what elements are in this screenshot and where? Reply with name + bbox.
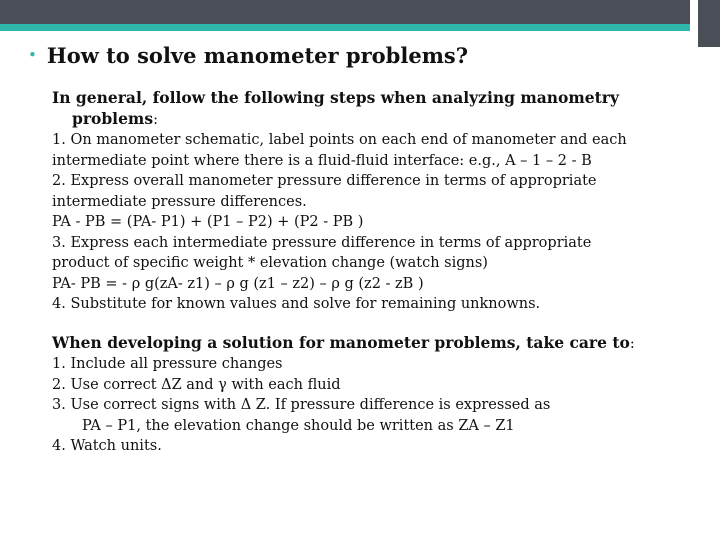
section2-heading-colon: :: [629, 335, 635, 352]
step-2-line-1: 2. Express overall manometer pressure difference in terms of appropriate: [52, 173, 597, 189]
section1-heading-cont: [52, 109, 712, 131]
step-2-line-2: intermediate pressure differences.: [52, 193, 307, 210]
header-corner-block: [698, 0, 720, 47]
header-band: [0, 0, 690, 24]
step-2-equation: PA - PB = (PA- P1) + (P1 – P2) + (P2 - PB ): [52, 214, 364, 230]
care-item-3: 3. Use correct signs with Δ Z. If pressure difference is expressed as: [52, 397, 551, 413]
step-3-line-2: product of specific weight * elevation change (watch signs): [52, 255, 488, 271]
bullet-icon: •: [28, 45, 37, 64]
slide-title: How to solve manometer problems?: [46, 42, 469, 68]
section-gap: [52, 315, 712, 333]
step-3-line-1: 3. Express each intermediate pressure difference in terms of appropriate: [52, 234, 592, 251]
section2-heading-row: [52, 333, 712, 355]
step-3-equation: PA- PB = - ρ g(zA- z1) – ρ g (z1 – z2) – ρ g (z2 - zB ): [52, 275, 424, 292]
step-4-line: 4. Substitute for known values and solve for remaining unknowns.: [52, 296, 541, 312]
step-1-line-1: 1. On manometer schematic, label points on each end of manometer and each: [52, 132, 627, 148]
section1-heading-word: problems: [72, 108, 154, 128]
care-item-1: 1. Include all pressure changes: [52, 356, 283, 372]
section1-heading-colon: :: [153, 111, 158, 128]
title-row: [28, 40, 468, 70]
step-1-line-2: intermediate point where there is a fluid-fluid interface: e.g., A – 1 – 2 - B: [52, 152, 592, 169]
section2-heading: When developing a solution for manometer problems, take care to: [52, 332, 630, 352]
header-accent-strip: [0, 24, 690, 31]
header-gap: [690, 0, 698, 47]
care-item-4: 4. Watch units.: [52, 438, 162, 454]
section1-heading: In general, follow the following steps when analyzing manometry: [52, 88, 619, 107]
care-item-3-cont: PA – P1, the elevation change should be written as ZA – Z1: [82, 417, 515, 434]
care-item-2: 2. Use correct ΔZ and γ with each fluid: [52, 376, 341, 393]
slide-body: [52, 88, 712, 457]
